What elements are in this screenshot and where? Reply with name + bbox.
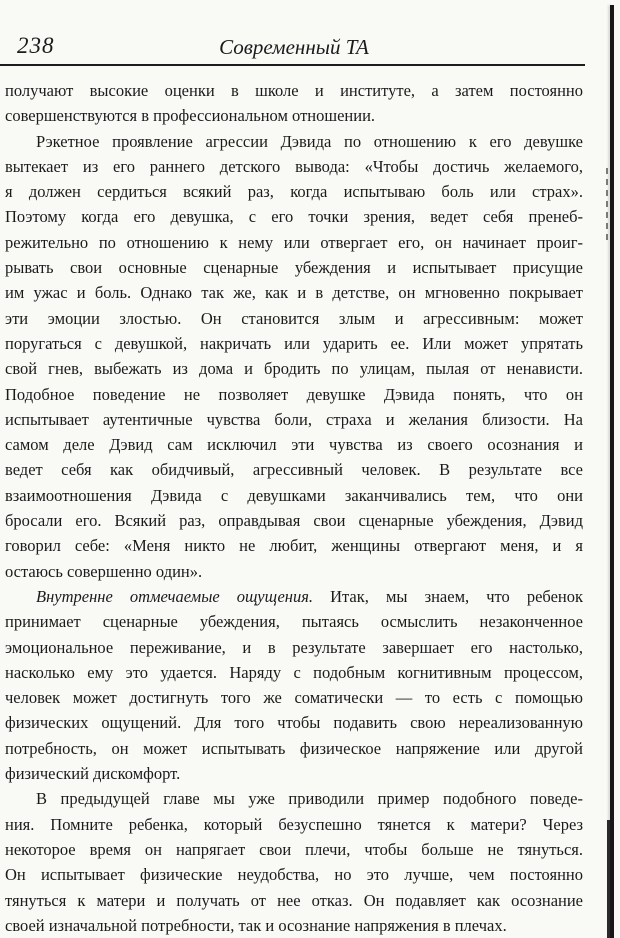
body-text: Итак, мы знаем, что ребенок — [313, 586, 583, 606]
body-text: своей изначальной потребности, так и осознание напряжения в плечах. — [5, 915, 507, 935]
body-text: свой гнев, выбежать из дома и бродить по улицам, пылая от ненависти. — [5, 359, 583, 379]
text-line — [5, 331, 583, 356]
body-text: поругаться с девушкой, накричать или ударить ее. Или может упрятать — [5, 333, 583, 353]
text-line — [5, 786, 583, 811]
body-text: совершенствуются в профессиональном отношении. — [5, 106, 376, 126]
body-text: ния. Помните ребенка, который безуспешно тянется к матери? Через — [5, 814, 583, 834]
emphasis-text: Внутренне отмечаемые ощущения. — [36, 586, 314, 606]
body-text: физический дискомфорт. — [5, 764, 181, 784]
page-body — [5, 78, 583, 938]
body-text: бросали его. Всякий раз, оправдывая свои сценарные убеждения, Дэвид — [5, 511, 583, 531]
page-header — [5, 0, 583, 70]
body-text: тянуться к матери и получать от нее отказ. Он подавляет как осознание — [5, 890, 583, 910]
text-line — [5, 761, 583, 786]
scan-artifact-dashes — [606, 168, 608, 243]
body-text: говорил себе: «Меня никто не любит, женщины отвергают меня, и я — [5, 536, 583, 556]
scan-artifact-bottom — [607, 820, 610, 938]
page-binding-edge — [610, 5, 614, 938]
body-text: самом деле Дэвид сам исключил эти чувства из своего осознания и — [5, 435, 583, 455]
text-line — [5, 812, 583, 837]
text-line — [5, 660, 583, 685]
text-line — [5, 230, 583, 255]
text-line — [5, 280, 583, 305]
body-text: насколько ему это удается. Наряду с подобным когнитивным процессом, — [5, 662, 583, 682]
text-line — [5, 533, 583, 558]
body-text: В предыдущей главе мы уже приводили пример подобного поведе- — [36, 789, 583, 809]
body-text: ведет себя как обидчивый, агрессивный человек. В результате все — [5, 460, 583, 480]
body-text: человек может достигнуть того же соматически — то есть с помощью — [5, 688, 583, 708]
body-text: Рэкетное проявление агрессии Дэвида по отношению к его девушке — [36, 131, 583, 151]
text-line — [5, 913, 583, 938]
text-line — [5, 255, 583, 280]
text-line — [5, 609, 583, 634]
text-line — [5, 103, 583, 128]
paragraph — [5, 78, 583, 129]
body-text: некоторое время он напрягает свои плечи, чтобы больше не тянуться. — [5, 839, 583, 859]
text-line — [5, 736, 583, 761]
body-text: взаимоотношения Дэвида с девушками заканчивались тем, что они — [5, 485, 583, 505]
text-line — [5, 559, 583, 584]
body-text: режительно по отношению к нему или отвергает его, он начинает проиг- — [5, 232, 583, 252]
text-line — [5, 584, 583, 609]
text-line — [5, 407, 583, 432]
body-text: Он испытывает физические неудобства, но это лучше, чем постоянно — [5, 865, 583, 885]
text-line — [5, 457, 583, 482]
header-rule — [0, 64, 585, 66]
body-text: физических ощущений. Для того чтобы подавить свою нереализованную — [5, 713, 583, 733]
paragraph — [5, 584, 583, 786]
text-line — [5, 129, 583, 154]
body-text: принимает сценарные убеждения, пытаясь осмыслить незаконченное — [5, 612, 583, 632]
text-line — [5, 862, 583, 887]
paragraph — [5, 129, 583, 584]
text-line — [5, 356, 583, 381]
text-line — [5, 508, 583, 533]
text-line — [5, 306, 583, 331]
text-line — [5, 685, 583, 710]
text-line — [5, 635, 583, 660]
paragraph — [5, 786, 583, 938]
body-text: вытекает из его раннего детского вывода: «Чтобы достичь желаемого, — [5, 156, 583, 176]
page-number: 238 — [17, 33, 55, 58]
text-line — [5, 204, 583, 229]
text-line — [5, 78, 583, 103]
text-line — [5, 432, 583, 457]
text-line — [5, 483, 583, 508]
body-text: рывать свои основные сценарные убеждения и испытывает присущие — [5, 258, 583, 278]
body-text: я должен сердиться всякий раз, когда испытываю боль или страх». — [5, 182, 583, 202]
text-line — [5, 888, 583, 913]
body-text: Поэтому когда его девушка, с его точки зрения, ведет себя пренеб- — [5, 207, 583, 227]
text-line — [5, 179, 583, 204]
body-text: эти эмоции злостью. Он становится злым и агрессивным: может — [5, 308, 583, 328]
text-line — [5, 382, 583, 407]
body-text: эмоциональное переживание, и в результате завершает его настолько, — [5, 637, 583, 657]
text-line — [5, 837, 583, 862]
body-text: испытывает аутентичные чувства боли, страха и желания близости. На — [5, 409, 583, 429]
body-text: получают высокие оценки в школе и институте, а затем постоянно — [5, 81, 583, 100]
running-title: Современный ТА — [219, 35, 369, 59]
body-text: им ужас и боль. Однако так же, как и в детстве, он мгновенно покрывает — [5, 283, 583, 303]
text-line — [5, 154, 583, 179]
body-text: потребность, он может испытывать физическое напряжение или другой — [5, 738, 583, 758]
body-text: остаюсь совершенно один». — [5, 561, 203, 581]
text-line — [5, 710, 583, 735]
body-text: Подобное поведение не позволяет девушке Дэвида понять, что он — [5, 384, 583, 404]
